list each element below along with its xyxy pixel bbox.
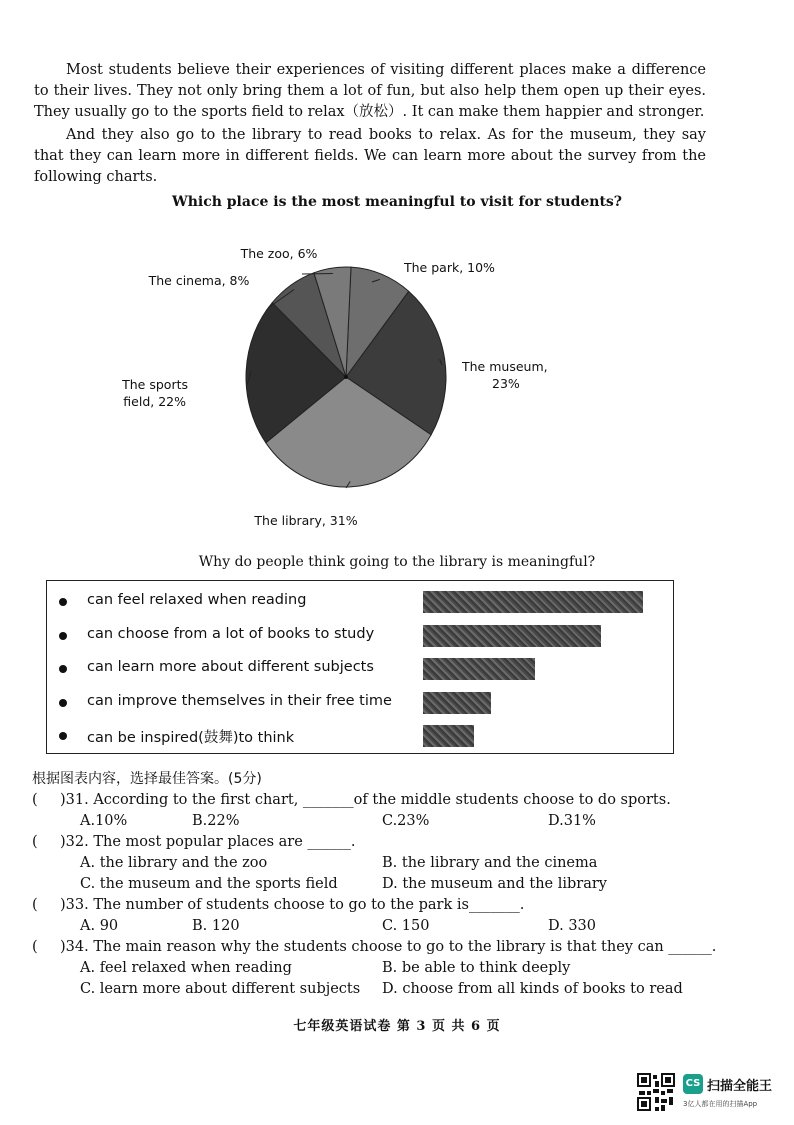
reason-row bbox=[47, 723, 673, 749]
question-32 bbox=[32, 834, 752, 855]
option-a: A.10% bbox=[80, 813, 128, 829]
option-a: A. the library and the zoo bbox=[80, 855, 268, 871]
option-d: D. the museum and the library bbox=[382, 876, 607, 892]
reason-label: can choose from a lot of books to study bbox=[87, 625, 375, 642]
answer-paren[interactable]: ( bbox=[32, 939, 38, 955]
reason-bar-chart bbox=[46, 580, 674, 754]
question-text: )33. The number of students choose to go to the park is_______. bbox=[60, 897, 525, 913]
reason-bar bbox=[423, 625, 601, 647]
pie-chart bbox=[0, 230, 794, 540]
camscanner-tagline: 3亿人都在用的扫描App bbox=[683, 1100, 758, 1108]
pie-slice-label: The museum, 23% bbox=[462, 359, 548, 391]
option-c: C. learn more about different subjects bbox=[80, 981, 361, 997]
reason-row bbox=[47, 623, 673, 649]
option-b: B. the library and the cinema bbox=[382, 855, 598, 871]
qr-code-icon bbox=[637, 1073, 675, 1111]
bullet-icon bbox=[59, 699, 67, 707]
option-c: C.23% bbox=[382, 813, 430, 829]
question-section bbox=[32, 768, 752, 1002]
bullet-icon bbox=[59, 632, 67, 640]
reason-label: can be inspired(鼓舞)to think bbox=[87, 730, 295, 746]
bar-chart-title: Why do people think going to the library is meaningful? bbox=[198, 554, 596, 570]
option-c: C. the museum and the sports field bbox=[80, 876, 338, 892]
question-text: )32. The most popular places are ______. bbox=[60, 834, 356, 850]
question-text: )31. According to the first chart, _______of the middle students choose to do sports. bbox=[60, 792, 671, 808]
option-a: A. 90 bbox=[80, 918, 119, 934]
passage-paragraph-2: And they also go to the library to read books to relax. As for the museum, they say that they can learn more in different fields. We can learn more about the survey from the following charts. bbox=[34, 127, 706, 185]
pie-slice-label: The sports field, 22% bbox=[122, 377, 188, 409]
pie-center bbox=[344, 375, 348, 379]
question-33 bbox=[32, 897, 752, 918]
pie-slice-label: The zoo, 6% bbox=[240, 246, 318, 261]
option-b: B. 120 bbox=[192, 918, 240, 934]
option-d: D. choose from all kinds of books to read bbox=[382, 981, 683, 997]
reason-label: can improve themselves in their free time bbox=[87, 692, 392, 709]
camscanner-name: 扫描全能王 bbox=[707, 1079, 773, 1094]
option-c: C. 150 bbox=[382, 918, 430, 934]
pie-slice-label: The cinema, 8% bbox=[148, 273, 250, 288]
option-b: B.22% bbox=[192, 813, 240, 829]
reason-bar bbox=[423, 658, 535, 680]
option-b: B. be able to think deeply bbox=[382, 960, 571, 976]
reason-bar bbox=[423, 692, 491, 714]
reason-label: can feel relaxed when reading bbox=[87, 592, 307, 608]
passage-paragraph-1: Most students believe their experiences of visiting different places make a difference to their lives. They not only bring them a lot of fun, but also help them open up their eyes. They usually go to the sports field to relax（放松）. It can make them happier and stronger. bbox=[34, 62, 706, 120]
question-31 bbox=[32, 792, 752, 813]
option-d: D. 330 bbox=[548, 918, 597, 934]
reason-bar bbox=[423, 725, 474, 747]
option-d: D.31% bbox=[548, 813, 596, 829]
pie-slice-label: The park, 10% bbox=[404, 260, 495, 275]
answer-paren[interactable]: ( bbox=[32, 834, 38, 850]
instructions: 根据图表内容，选择最佳答案。(5分) bbox=[32, 771, 262, 787]
bullet-icon bbox=[59, 665, 67, 673]
answer-paren[interactable]: ( bbox=[32, 897, 38, 913]
question-text: )34. The main reason why the students choose to go to the library is that they can ______. bbox=[60, 939, 717, 955]
bullet-icon bbox=[59, 598, 67, 606]
camscanner-logo: CS bbox=[683, 1074, 703, 1094]
answer-paren[interactable]: ( bbox=[32, 792, 38, 808]
reason-label: can learn more about different subjects bbox=[87, 659, 374, 675]
reason-row bbox=[47, 656, 673, 682]
pie-slice-label: The library, 31% bbox=[254, 513, 358, 528]
question-34 bbox=[32, 939, 752, 960]
bullet-icon bbox=[59, 732, 67, 740]
reason-row bbox=[47, 589, 673, 615]
pie-chart-title: Which place is the most meaningful to visit for students? bbox=[171, 194, 623, 210]
reason-bar bbox=[423, 591, 643, 613]
page-footer: 七年级英语试卷 第 3 页 共 6 页 bbox=[293, 1019, 501, 1034]
reason-row bbox=[47, 690, 673, 716]
option-a: A. feel relaxed when reading bbox=[80, 960, 292, 976]
